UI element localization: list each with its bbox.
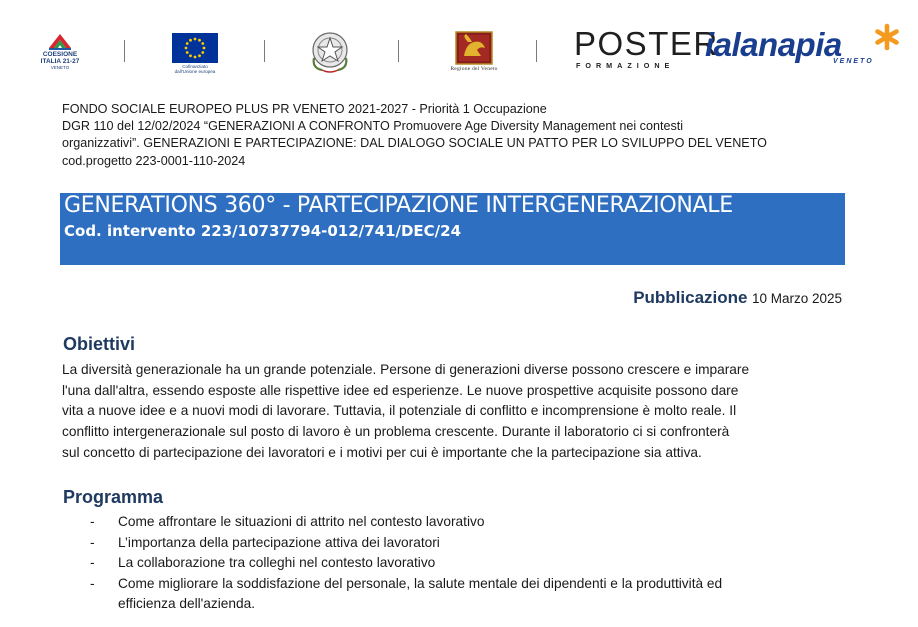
poster-subtitle: FORMAZIONE [576,61,675,70]
list-item-text: Come affrontare le situazioni di attrito nel contesto lavorativo [118,514,485,529]
italian-republic-emblem [308,28,352,74]
bullet-dash: - [90,514,95,529]
coesione-line2: ITALIA 21-27 [40,58,80,65]
paragraph-line: vita a nuove idee e a nuovi modi di lavorare. Tuttavia, il potenziale di conflitto e incomprensione è molto reale. Il [62,403,737,419]
title-banner [60,193,845,265]
list-item [62,533,852,554]
publication-date-value: 10 Marzo 2025 [751,291,842,306]
paragraph-line: La diversità generazionale ha un grande potenziale. Persone di generazioni diverse possono crescere e imparare [62,362,750,377]
list-item-text: La collaborazione tra colleghi nel contesto lavorativo [118,555,436,570]
funding-line: FONDO SOCIALE EUROPEO PLUS PR VENETO 2021-2027 - Priorità 1 Occupazione [62,102,547,116]
eu-cofinanced-logo [172,33,218,77]
eu-caption-line2: dall'Unione europea [174,69,216,75]
list-item-text: L’importanza della partecipazione attiva dei lavoratori [118,534,440,550]
list-item-text: efficienza dell'azienda. [118,596,256,611]
funding-line: organizzativi”. GENERAZIONI E PARTECIPAZIONE: DAL DIALOGO SOCIALE UN PATTO PER LO SVILUPPO DEL VENETO [62,136,767,151]
funding-info [62,101,862,170]
coesione-mark-icon [47,32,73,50]
bullet-dash: - [90,534,95,550]
logo-header [0,0,918,90]
publication-label: Pubblicazione [633,288,748,307]
paragraph-line: conflitto intergenerazionale sul posto di lavoro è un problema crescente. Durante il laboratorio ci si confronterà [62,424,730,440]
poster-word: POSTER [574,25,719,62]
logo-divider [124,40,125,62]
funding-line: cod.progetto 223-0001-110-2024 [62,153,246,168]
list-item [62,574,852,615]
coesione-line1: COESIONE [42,51,78,58]
funding-line: DGR 110 del 12/02/2024 “GENERAZIONI A CONFRONTO Promuovere Age Diversity Management nei contesti [62,119,684,134]
bullet-dash: - [90,575,95,591]
list-item [62,512,852,533]
bullet-dash: - [90,555,95,570]
asterisk-star-icon [873,23,901,51]
programme-heading: Programma [63,487,164,507]
logo-divider [536,40,537,62]
logo-divider [264,40,265,62]
course-title: GENERATIONS 360° - PARTECIPAZIONE INTERGENERAZIONALE [64,193,733,218]
veneto-caption: Regione del Veneto [450,66,498,72]
intervention-code: Cod. intervento 223/10737794-012/741/DEC/24 [64,222,462,240]
ialanapia-word: ialanapia [705,26,842,63]
objectives-paragraph [62,360,852,464]
poster-formazione-logo [574,25,719,72]
coesione-italia-logo [38,32,82,74]
veneto-lion-icon [444,30,504,66]
publication-date [633,288,842,308]
ialanapia-logo [705,23,901,71]
paragraph-line: sul concetto di partecipazione dei lavoratori e i motivi per cui è importante che la partecipazione sia attiva. [62,444,702,460]
objectives-heading: Obiettivi [63,334,136,354]
eu-flag-icon [172,33,218,63]
ialanapia-subtitle: VENETO [833,58,874,65]
list-item-text: Come migliorare la soddisfazione del personale, la salute mentale dei dipendenti e la produttività ed [118,575,723,591]
eu-caption-line1: Cofinanziato [182,64,208,69]
regione-veneto-logo [444,30,504,76]
list-item [62,553,852,574]
paragraph-line: l'una dall'altra, essendo esposte alle rispettive idee ed esperienze. Le nuove prospettive acquisite possono dare [62,382,739,398]
republic-emblem-icon [308,28,352,74]
programme-list [62,512,852,615]
logo-divider [398,40,399,62]
coesione-line3: VENETO [50,65,70,70]
